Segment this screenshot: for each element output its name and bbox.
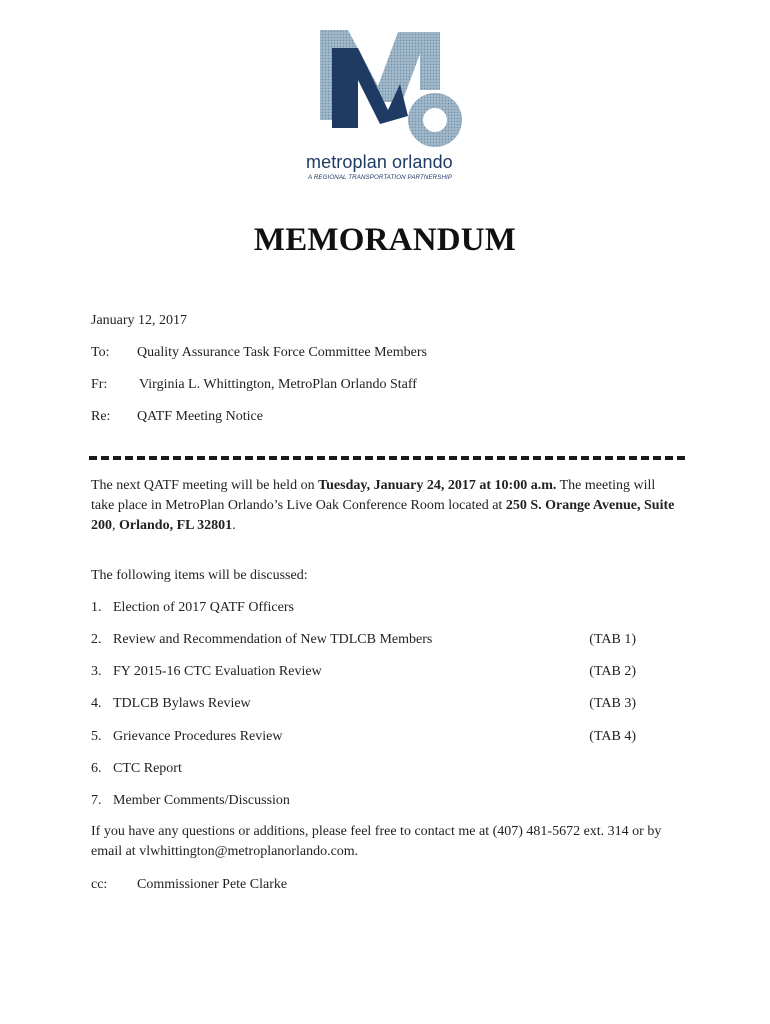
metroplan-logo [300, 24, 475, 152]
item-tab: (TAB 4) [589, 729, 636, 744]
closing-paragraph: If you have any questions or additions, please feel free to contact me at (407) 481-5672 ext. 314 or by email at vlwhittington@metroplanorlando.com. [91, 824, 662, 859]
item-text: TDLCB Bylaws Review [113, 696, 251, 711]
intro-text: The meeting will take place in MetroPlan Orlando’s Live Oak Conference Room located at [91, 478, 656, 513]
item-text: Election of 2017 QATF Officers [113, 600, 294, 615]
item-text: Member Comments/Discussion [113, 793, 290, 808]
meeting-address: 250 S. Orange Avenue, Suite 200 [91, 498, 675, 533]
memo-date: January 12, 2017 [91, 313, 188, 328]
item-tab: (TAB 1) [589, 632, 636, 647]
brand-tagline: A REGIONAL TRANSPORTATION PARTNERSHIP [308, 174, 453, 181]
from-label: Fr: [91, 377, 108, 392]
item-number: 5. [91, 729, 102, 744]
to-label: To: [91, 345, 110, 360]
logo-mark-icon [300, 24, 475, 152]
meeting-city: Orlando, FL 32801 [119, 518, 233, 533]
intro-text: . [232, 518, 236, 533]
item-text: Grievance Procedures Review [113, 729, 283, 744]
memo-title: MEMORANDUM [253, 222, 517, 258]
intro-text: , [112, 518, 119, 533]
intro-text: The next QATF meeting will be held on [91, 478, 319, 493]
to-value: Quality Assurance Task Force Committee Members [137, 345, 427, 360]
re-value: QATF Meeting Notice [137, 409, 263, 424]
item-number: 2. [91, 632, 102, 647]
item-number: 4. [91, 696, 102, 711]
item-tab: (TAB 2) [589, 664, 636, 679]
meeting-intro-paragraph [91, 476, 681, 536]
item-text: CTC Report [113, 761, 182, 776]
cc-value: Commissioner Pete Clarke [137, 877, 288, 892]
brand-name: metroplan orlando [306, 152, 453, 172]
meeting-datetime: Tuesday, January 24, 2017 at 10:00 a.m. [318, 478, 557, 493]
item-text: Review and Recommendation of New TDLCB Members [113, 632, 433, 647]
item-number: 3. [91, 664, 102, 679]
item-number: 1. [91, 600, 102, 615]
items-lead: The following items will be discussed: [91, 568, 308, 583]
item-text: FY 2015-16 CTC Evaluation Review [113, 664, 322, 679]
item-tab: (TAB 3) [589, 696, 636, 711]
re-label: Re: [91, 409, 111, 424]
cc-label: cc: [91, 877, 108, 892]
from-value: Virginia L. Whittington, MetroPlan Orlando Staff [139, 377, 417, 392]
item-number: 6. [91, 761, 102, 776]
item-number: 7. [91, 793, 102, 808]
dashed-divider [89, 456, 685, 460]
